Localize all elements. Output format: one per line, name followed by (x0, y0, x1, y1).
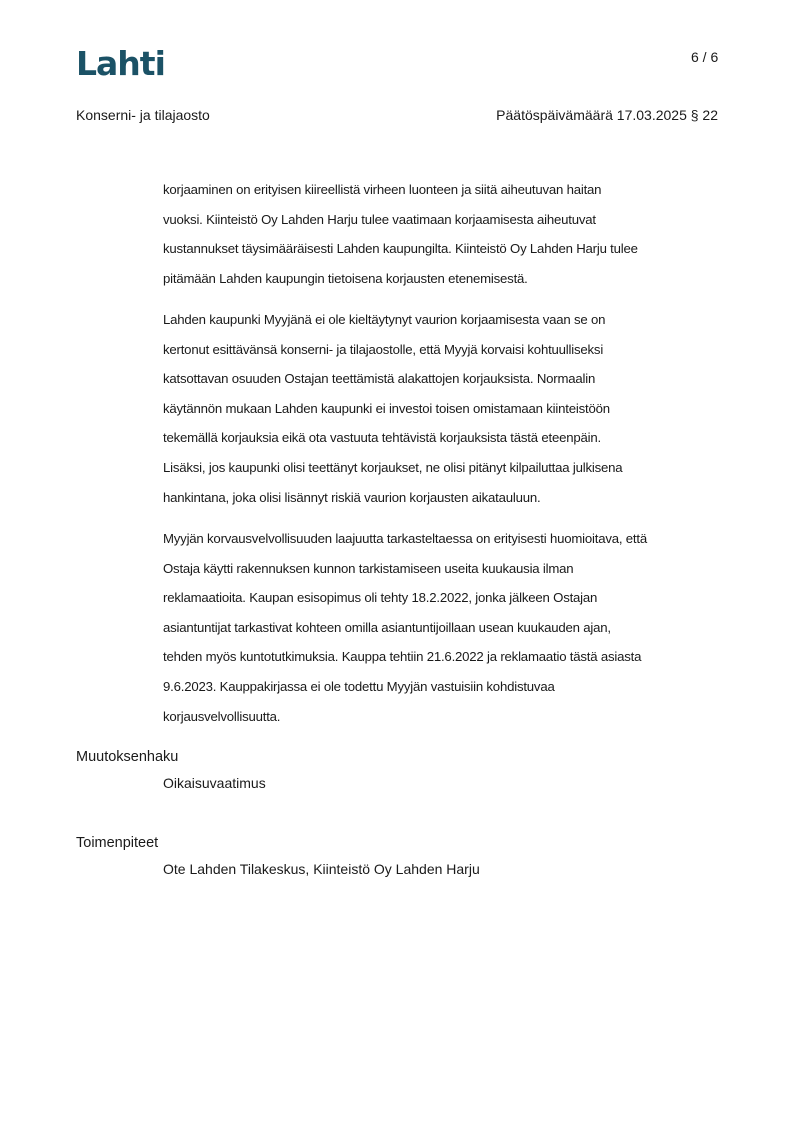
text-line: tehden myös kuntotutkimuksia. Kauppa tehtiin 21.6.2022 ja reklamaatio tästä asiasta (163, 649, 642, 665)
text-line: hankintana, joka olisi lisännyt riskiä vaurion korjausten aikatauluun. (163, 489, 541, 505)
committee-name: Konserni- ja tilajaosto (76, 107, 210, 123)
lahti-logo (76, 46, 165, 82)
actions-heading: Toimenpiteet (76, 835, 159, 851)
text-line: katsottavan osuuden Ostajan teettämistä alakattojen korjauksista. Normaalin (163, 371, 596, 387)
text-line: kustannukset täysimääräisesti Lahden kaupungilta. Kiinteistö Oy Lahden Harju tulee (163, 241, 638, 257)
text-line: vuoksi. Kiinteistö Oy Lahden Harju tulee vaatimaan korjaamisesta aiheutuvat (163, 211, 596, 227)
text-line: korjausvelvollisuutta. (163, 708, 281, 724)
appeal-heading: Muutoksenhaku (76, 749, 179, 765)
text-line: käytännön mukaan Lahden kaupunki ei investoi toisen omistamaan kiinteistöön (163, 400, 610, 416)
text-line: Myyjän korvausvelvollisuuden laajuutta tarkasteltaessa on erityisesti huomioitava, että (163, 531, 647, 546)
body-paragraph (163, 524, 743, 731)
text-line: Lahden kaupunki Myyjänä ei ole kieltäytynyt vaurion korjaamisesta vaan se on (163, 312, 606, 327)
body-paragraph (163, 175, 743, 293)
text-line: reklamaatioita. Kaupan esisopimus oli tehty 18.2.2022, jonka jälkeen Ostajan (163, 590, 598, 606)
text-line: asiantuntijat tarkastivat kohteen omilla asiantuntijoillaan usean kuukauden ajan, (163, 619, 611, 635)
page-number: 6 / 6 (691, 49, 719, 65)
text-line: pitämään Lahden kaupungin tietoisena korjausten etenemisestä. (163, 270, 528, 286)
logo-text: Lahti (76, 44, 165, 83)
body-paragraph (163, 305, 743, 512)
text-line: korjaaminen on erityisen kiireellistä virheen luonteen ja siitä aiheutuvan haitan (163, 182, 602, 197)
decision-date: Päätöspäivämäärä 17.03.2025 § 22 (496, 107, 718, 123)
appeal-text: Oikaisuvaatimus (163, 775, 266, 791)
text-line: Ostaja käytti rakennuksen kunnon tarkistamiseen useita kuukausia ilman (163, 560, 574, 576)
text-line: kertonut esittävänsä konserni- ja tilajaostolle, että Myyjä korvaisi kohtuulliseksi (163, 341, 604, 357)
text-line: 9.6.2023. Kauppakirjassa ei ole todettu Myyjän vastuisiin kohdistuvaa (163, 678, 555, 694)
actions-text: Ote Lahden Tilakeskus, Kiinteistö Oy Lahden Harju (163, 861, 480, 877)
text-line: Lisäksi, jos kaupunki olisi teettänyt korjaukset, ne olisi pitänyt kilpailuttaa julkisena (163, 459, 623, 475)
text-line: tekemällä korjauksia eikä ota vastuuta tehtävistä korjauksista tästä eteenpäin. (163, 430, 601, 446)
